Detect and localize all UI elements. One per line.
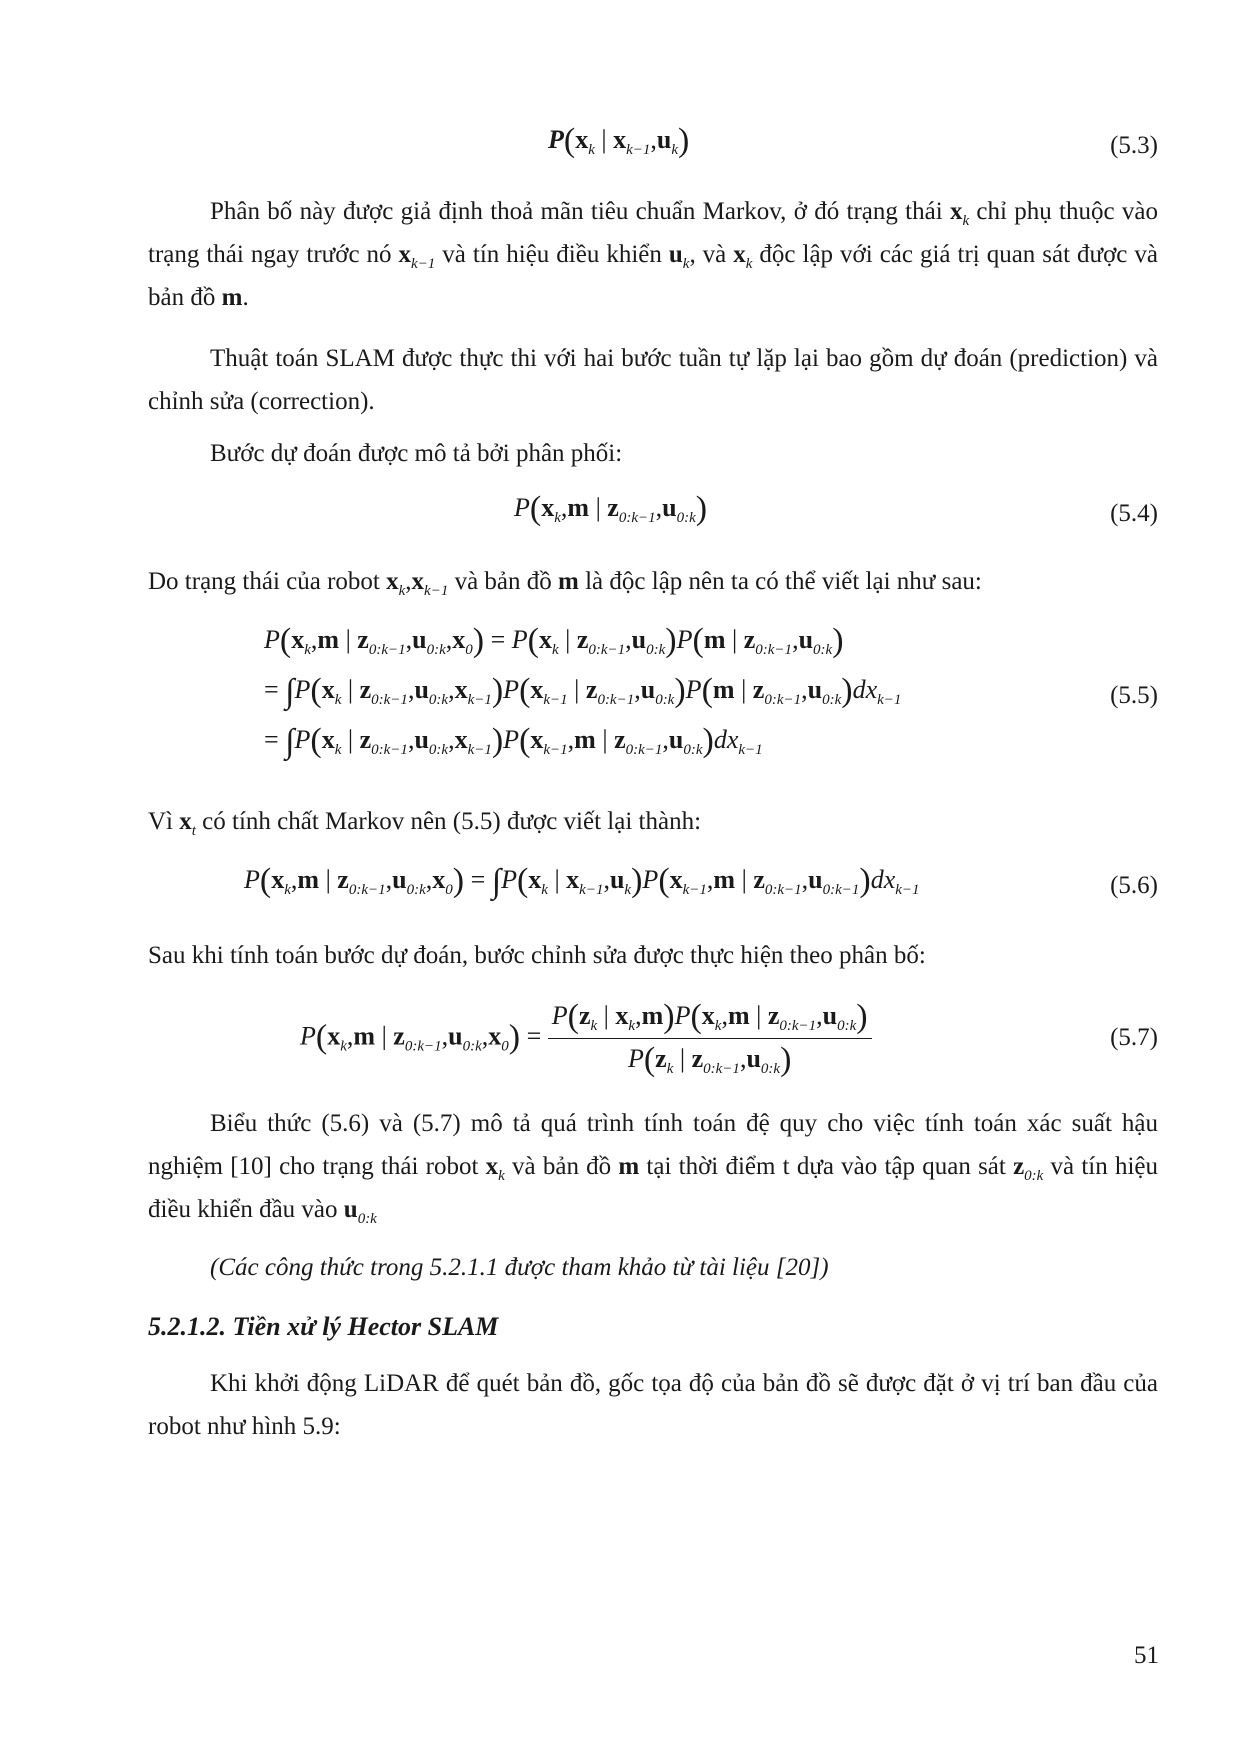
equation-5-3: $P(x_k$ | $x_{k-1},u_k$) (5.3) [548,122,1158,159]
equation-5-4: $P(x_k,m$ | $z_{0:k-1},u_{0:k}$) (5.4) [514,490,1158,527]
equation-5-5: $P(x_k,m$ | $z_{0:k-1},u_{0:k},x_0) = P(x_k$ | $z_{0:k-1},u_{0:k})P(m$ | $z_{0:k-1},u_{0:k}$) = $\int P(x_k$ | $z_{0:k-1},u_{0:k},x_{k-1})P(x_{k-1}$ | $z_{0:k-1},u_{0:k})P(m$ | $z_{0:k-1},u_{0:k})dx_{k-1}$ = $\int P(x_k$ | $z_{0:k-1},u_{0:k},x_{k-1})P(x_{k-1},m$ | $z_{0:k-1},u_{0:k})dx_{k-1}$ (5.5) [264,622,1158,760]
page-number: 51 [1134,1642,1159,1669]
equation-number: (5.4) [1110,500,1158,527]
equation-5-7: $P(x_k,m$ | $z_{0:k-1},u_{0:k},x_0$) = $\frac{P(z_k | x_k,m)P(x_k,m | z_{0:k-1},u_{0:k})}{P(z_k | z_{0:k-1},u_{0:k})}$ (5.7) [300,998,1158,1078]
equation-number: (5.6) [1110,872,1158,899]
paragraph-slam-steps: Thuật toán SLAM được thực thi với hai bước tuần tự lặp lại bao gồm dự đoán (prediction) và chỉnh sửa (correction). [148,345,1158,415]
paragraph-recursive-computation: Biểu thức (5.6) và (5.7) mô tả quá trình tính toán đệ quy cho việc tính toán xác suất hậu nghiệm [10] cho trạng thái robot $x_k$ và bản đồ m tại thời điểm t dựa vào tập quan sát $z_{0:k}$ và tín hiệu điều khiển đầu vào $u_{0:k}$ [148,1110,1159,1227]
paragraph-independence: Do trạng thái của robot $x_k,x_{k-1}$ và bản đồ m là độc lập nên ta có thể viết lại như sau: [148,568,982,599]
paragraph-markov-property: Vì $x_t$ có tính chất Markov nên (5.5) được viết lại thành: [148,808,702,839]
equation-number: (5.7) [1110,1024,1158,1051]
paragraph-lidar-origin: Khi khởi động LiDAR để quét bản đồ, gốc tọa độ của bản đồ sẽ được đặt ở vị trí ban đầu của robot như hình 5.9: [148,1370,1158,1440]
reference-note: (Các công thức trong 5.2.1.1 được tham khảo từ tài liệu [20]) [210,1254,829,1281]
equation-5-6: $P(x_k,m$ | $z_{0:k-1},u_{0:k},x_0) = \int P(x_k$ | $x_{k-1},u_k)P(x_{k-1},m$ | $z_{0:k-1},u_{0:k-1})dx_{k-1}$ (5.6) [244,862,1158,900]
paragraph-correction-intro: Sau khi tính toán bước dự đoán, bước chỉnh sửa được thực hiện theo phân bố: [148,942,926,969]
equation-number: (5.3) [1110,132,1158,159]
paragraph-markov-assumption: Phân bố này được giả định thoả mãn tiêu chuẩn Markov, ở đó trạng thái $x_k$ chỉ phụ thuộc vào trạng thái ngay trước nó $x_{k-1}$ và tín hiệu điều khiển $u_k$, và $x_k$ độc lập với các giá trị quan sát được và bản đồ m. [148,198,1158,311]
section-heading: 5.2.1.2. Tiền xử lý Hector SLAM [148,1312,499,1341]
paragraph-prediction-intro: Bước dự đoán được mô tả bởi phân phối: [210,440,623,467]
equation-number: (5.5) [1110,682,1158,709]
fraction: $\frac{P(z_k | x_k,m)P(x_k,m | z_{0:k-1},u_{0:k})}{P(z_k | z_{0:k-1},u_{0:k})}$ [548,998,872,1079]
